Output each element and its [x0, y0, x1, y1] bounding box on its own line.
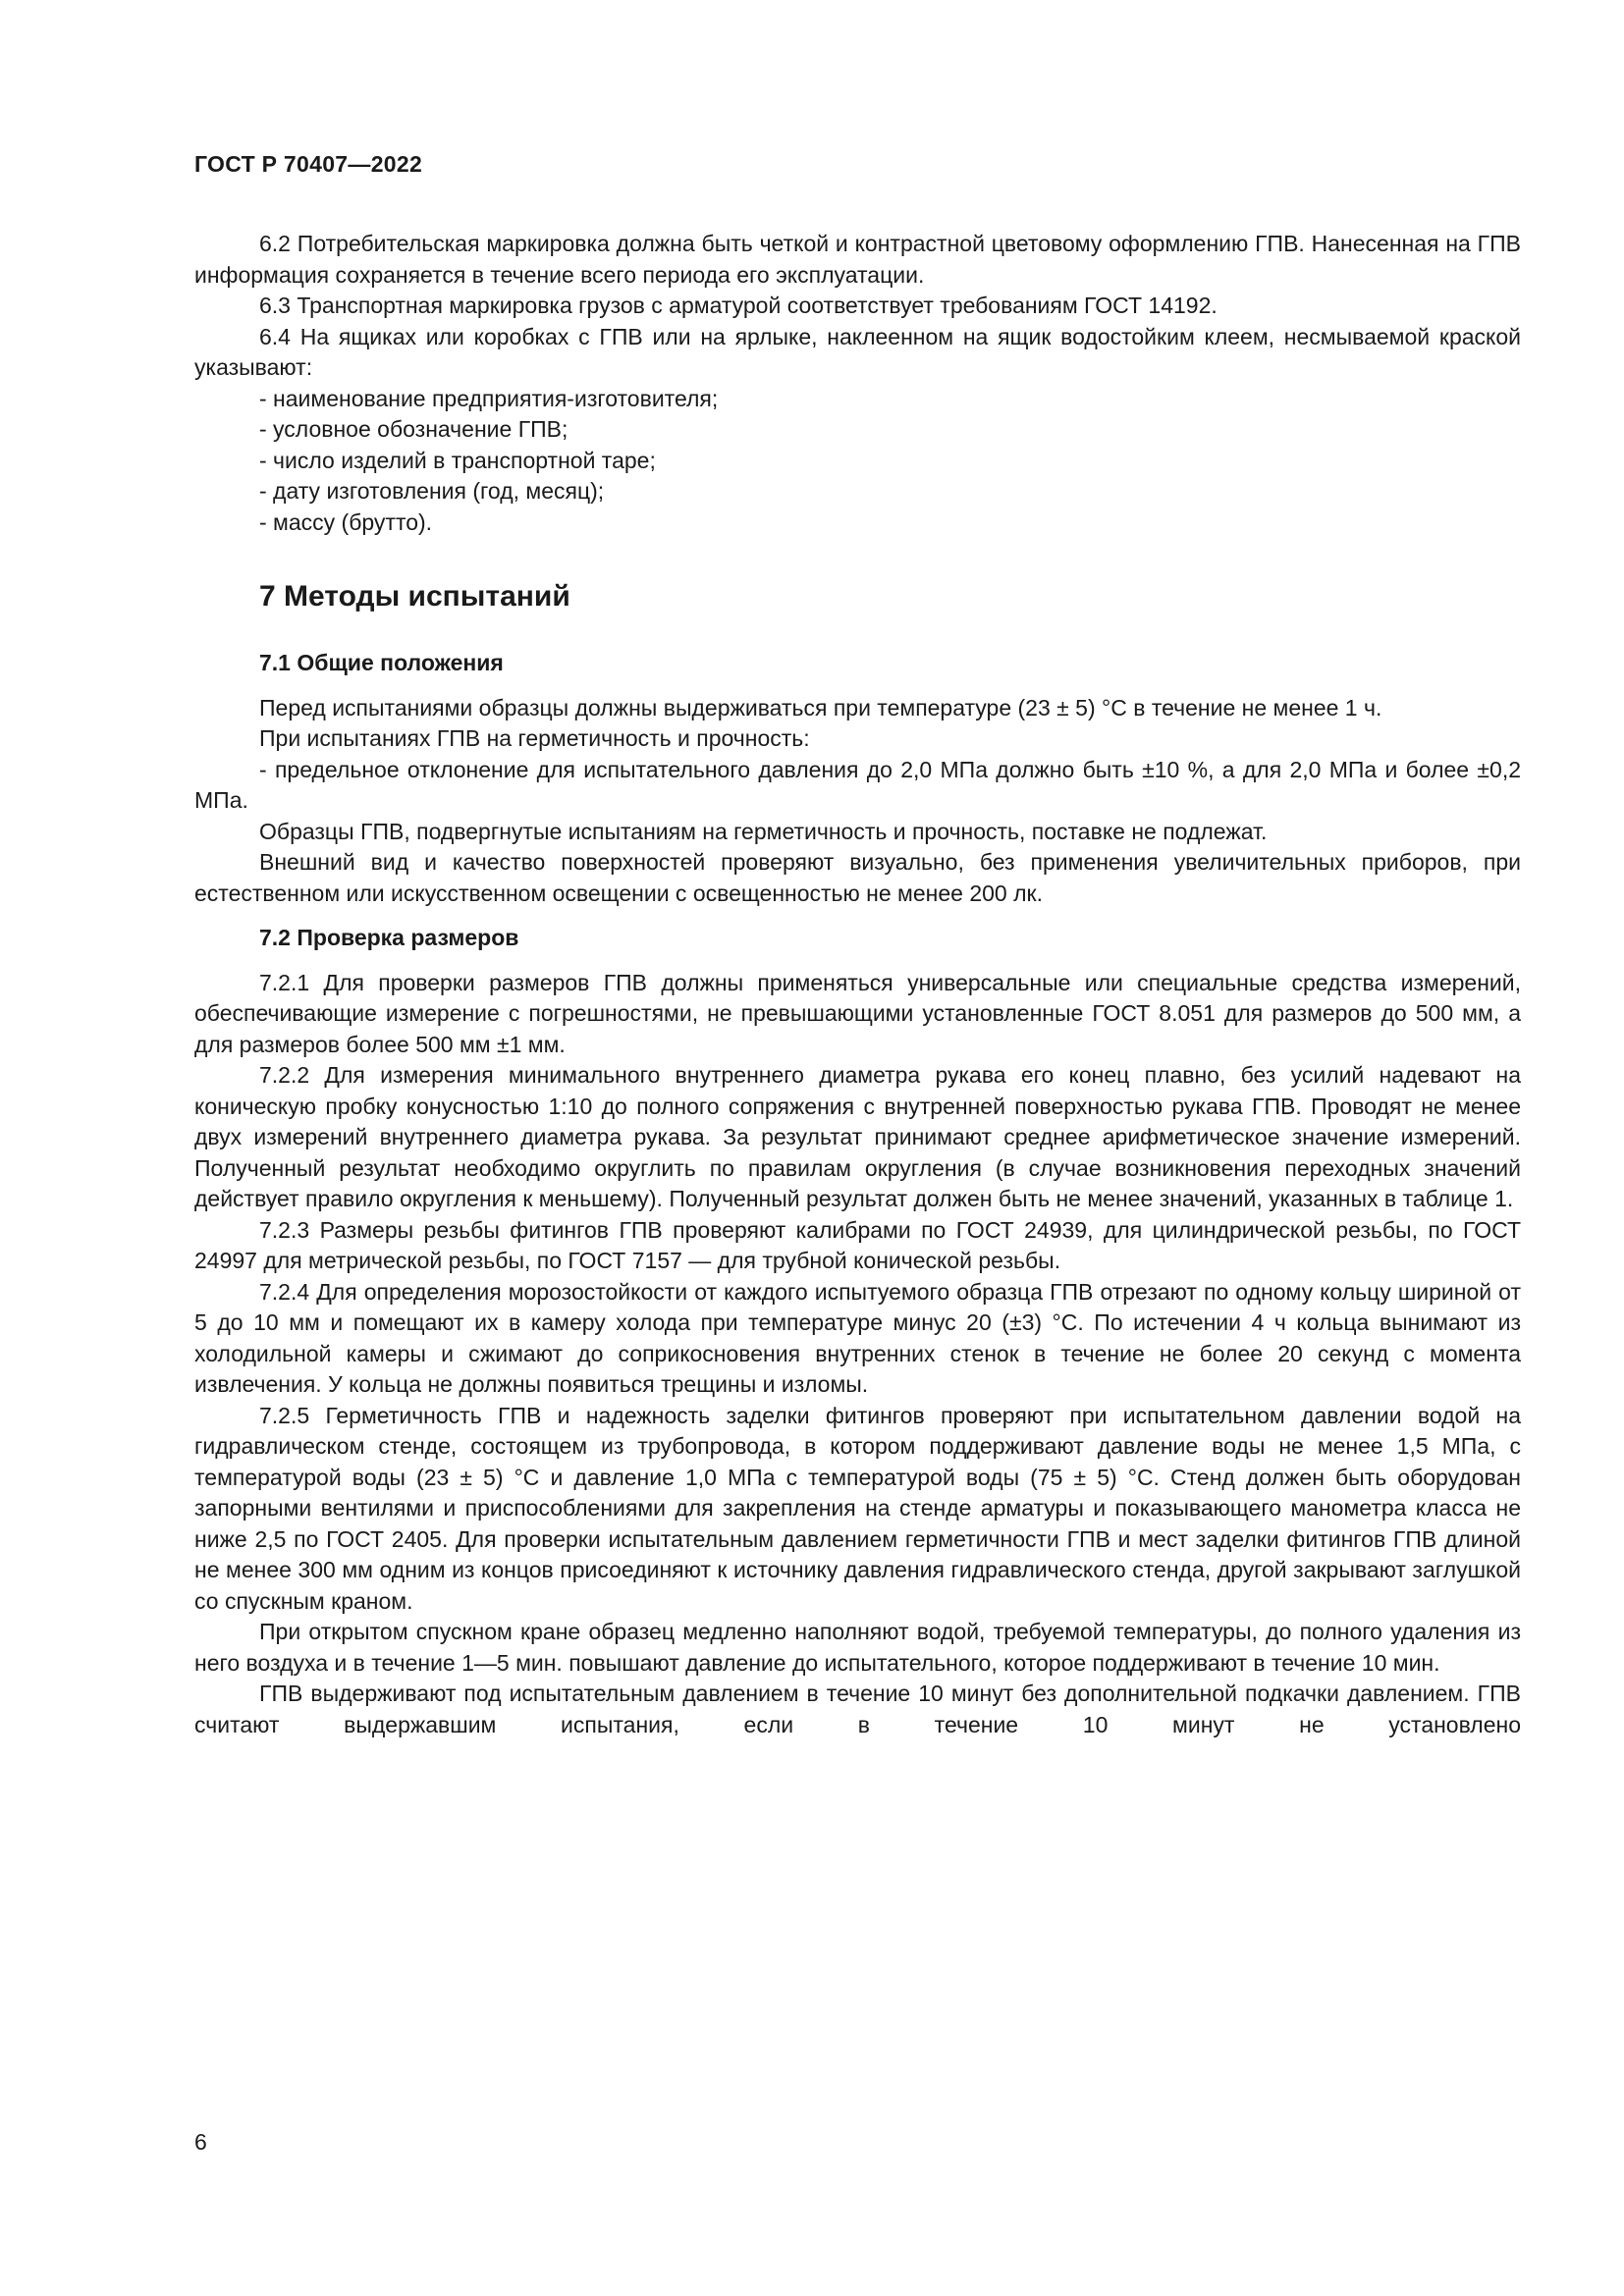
list-item: - дату изготовления (год, месяц); — [259, 478, 605, 504]
paragraph-7-1-conditioning: Перед испытаниями образцы должны выдерживаться при температуре (23 ± 5) °С в течение не менее 1 ч. — [259, 694, 1382, 721]
paragraph-hold-pressure: ГПВ выдерживают под испытательным давлением в течение 10 минут без дополнительной подкачки давлением. ГПВ считают выдержавшим испытания, если в течение 10 минут не установлено — [194, 1681, 1521, 1737]
paragraph-open-valve: При открытом спускном кране образец медленно наполняют водой, требуемой температуры, до полного удаления из него воздуха и в течение 1—5 мин. повышают давление до испытательного, которое поддерживают в течение 10 мин. — [194, 1619, 1521, 1676]
list-item: - массу (брутто). — [259, 508, 433, 535]
paragraph-6-4: 6.4 На ящиках или коробках с ГПВ или на ярлыке, наклеенном на ящик водостойким клеем, несмываемой краской указывают: — [194, 323, 1521, 380]
paragraph-7-1-visual: Внешний вид и качество поверхностей проверяют визуально, без применения увеличительных приборов, при естественном или искусственном освещении с освещенностью не менее 200 лк. — [194, 849, 1521, 906]
section-7-heading: 7 Методы испытаний — [259, 580, 570, 613]
page-content — [194, 229, 1521, 1740]
marking-list — [194, 384, 1521, 539]
paragraph-7-2-5: 7.2.5 Герметичность ГПВ и надежность заделки фитингов проверяют при испытательном давлении водой на гидравлическом стенде, состоящем из трубопровода, в котором поддерживают давление воды не менее 1,5 МПа, с температурой воды (23 ± 5) °С и давление 1,0 МПа с температурой воды (75 ± 5) °С. Стенд должен быть оборудован запорными вентилями и приспособлениями для закрепления на стенде арматуры и показывающего манометра класса не ниже 2,5 по ГОСТ 2405. Для проверки испытательным давлением герметичности ГПВ и мест заделки фитингов ГПВ длиной не менее 300 мм одним из концов присоединяют к источнику давления гидравлического стенда, другой закрывают заглушкой со спускным краном. — [194, 1402, 1521, 1614]
subsection-7-2-heading: 7.2 Проверка размеров — [259, 925, 519, 950]
list-item: - условное обозначение ГПВ; — [259, 416, 568, 442]
list-item: - число изделий в транспортной таре; — [259, 447, 656, 473]
paragraph-7-2-2: 7.2.2 Для измерения минимального внутреннего диаметра рукава его конец плавно, без усилий надевают на коническую пробку конусностью 1:10 до полного сопряжения с внутренней поверхностью рукава ГПВ. Проводят не менее двух измерений внутреннего диаметра рукава. За результат принимают среднее арифметическое значение измерений. Полученный результат необходимо округлить по правилам округления (в случае возникновения переходных значений действует правило округления к меньшему). Полученный результат должен быть не менее значений, указанных в таблице 1. — [194, 1062, 1521, 1211]
paragraph-7-1-tolerance: - предельное отклонение для испытательного давления до 2,0 МПа должно быть ±10 %, а для 2,0 МПа и более ±0,2 МПа. — [194, 756, 1521, 813]
page-number: 6 — [194, 2129, 207, 2155]
paragraph-7-1-samples: Образцы ГПВ, подвергнутые испытаниям на герметичность и прочность, поставке не подлежат. — [259, 818, 1268, 844]
paragraph-7-2-4: 7.2.4 Для определения морозостойкости от каждого испытуемого образца ГПВ отрезают по одному кольцу шириной от 5 до 10 мм и помещают их в камеру холода при температуре минус 20 (±3) °С. По истечении 4 ч кольца вынимают из холодильной камеры и сжимают до соприкосновения внутренних стенок в течение не более 20 секунд с момента извлечения. У кольца не должны появиться трещины и изломы. — [194, 1278, 1521, 1397]
paragraph-7-1-tests-intro: При испытаниях ГПВ на герметичность и прочность: — [259, 725, 810, 751]
document-header: ГОСТ Р 70407—2022 — [194, 151, 423, 177]
list-item: - наименование предприятия-изготовителя; — [259, 385, 719, 411]
paragraph-7-2-3: 7.2.3 Размеры резьбы фитингов ГПВ проверяют калибрами по ГОСТ 24939, для цилиндрической резьбы, по ГОСТ 24997 для метрической резьбы, по ГОСТ 7157 — для трубной конической резьбы. — [194, 1216, 1521, 1273]
subsection-7-1-heading: 7.1 Общие положения — [259, 650, 504, 675]
paragraph-6-3: 6.3 Транспортная маркировка грузов с арматурой соответствует требованиям ГОСТ 14192. — [259, 293, 1218, 318]
paragraph-6-2: 6.2 Потребительская маркировка должна быть четкой и контрастной цветовому оформлению ГПВ. Нанесенная на ГПВ информация сохраняется в течение всего периода его эксплуатации. — [194, 231, 1521, 288]
paragraph-7-2-1: 7.2.1 Для проверки размеров ГПВ должны применяться универсальные или специальные средства измерений, обеспечивающие измерение с погрешностями, не превышающими установленные ГОСТ 8.051 для размеров до 500 мм, а для размеров более 500 мм ±1 мм. — [194, 969, 1521, 1057]
